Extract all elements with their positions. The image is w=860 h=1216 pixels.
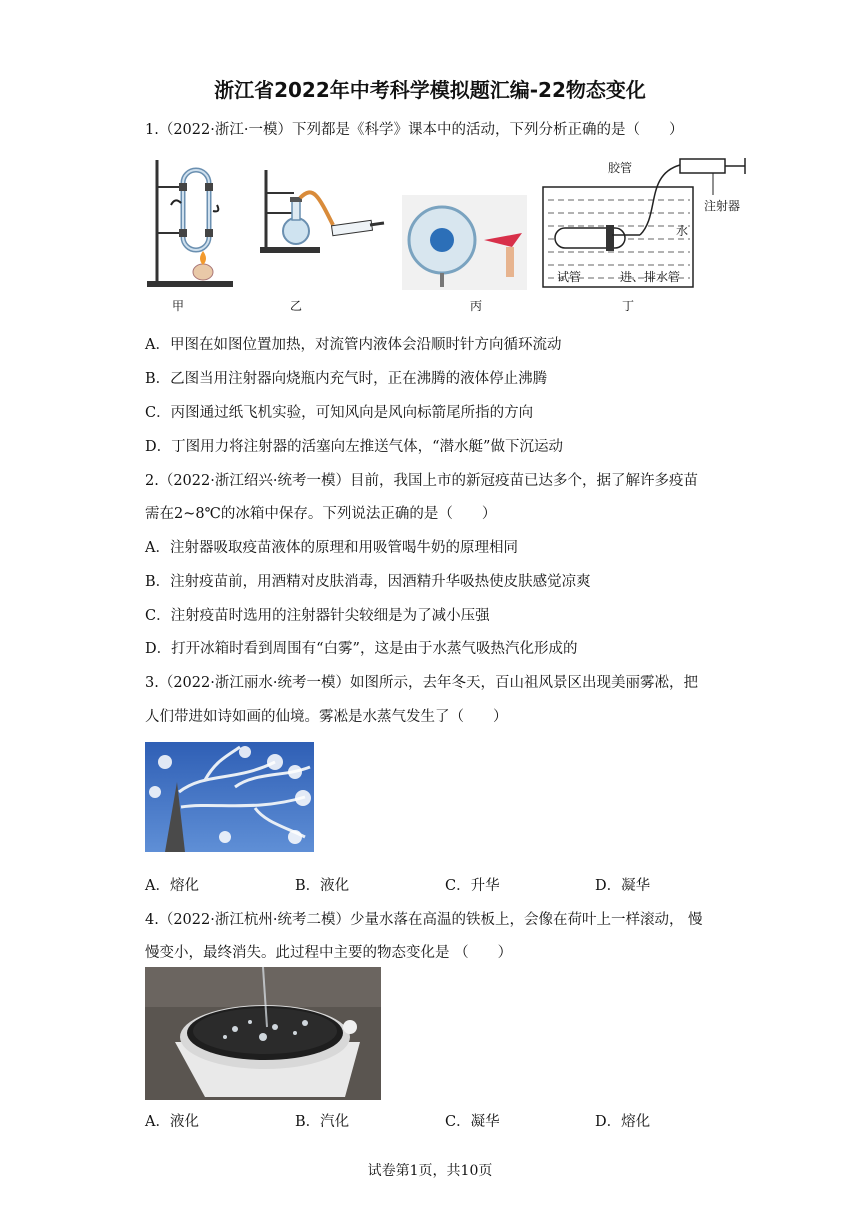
q4-option-a: A．液化	[145, 1114, 199, 1130]
q3-stem-line2: 人们带进如诗如画的仙境。雾凇是水蒸气发生了（ ）	[145, 709, 508, 725]
figure-rime-tree-photo	[145, 742, 314, 852]
q2-stem-line2: 需在2~8℃的冰箱中保存。下列说法正确的是（ ）	[145, 506, 497, 522]
q3-option-a: A．熔化	[145, 878, 199, 894]
figure-hotplate-water-photo	[145, 967, 381, 1100]
q1-option-c: C．丙图通过纸飞机实验，可知风向是风向标箭尾所指的方向	[145, 405, 534, 421]
q2-option-b: B．注射疫苗前，用酒精对皮肤消毒，因酒精升华吸热使皮肤感觉凉爽	[145, 574, 591, 590]
q4-option-d: D．熔化	[595, 1114, 651, 1130]
caption-jia: 甲	[172, 299, 185, 313]
q2-option-d: D．打开冰箱时看到周围有“白雾”，这是由于水蒸气吸热汽化形成的	[145, 641, 578, 657]
q3-option-b: B．液化	[295, 878, 350, 894]
page-footer: 试卷第1页，共10页	[367, 1163, 493, 1179]
figure-bing-fan-paper-plane	[402, 195, 527, 290]
q1-option-a: A．甲图在如图位置加热，对流管内液体会沿顺时针方向循环流动	[145, 337, 562, 353]
page-title: 浙江省2022年中考科学模拟题汇编-22物态变化	[214, 78, 646, 102]
caption-ding: 丁	[622, 299, 635, 313]
q2-option-c: C．注射疫苗时选用的注射器针尖较细是为了减小压强	[145, 608, 490, 624]
q3-option-c: C．升华	[445, 878, 500, 894]
q1-option-b: B．乙图当用注射器向烧瓶内充气时，正在沸腾的液体停止沸腾	[145, 371, 548, 387]
figure-jia-convection-tube	[145, 155, 235, 290]
figure-yi-flask-syringe	[258, 165, 388, 255]
q4-stem-line2: 慢变小，最终消失。此过程中主要的物态变化是 （ ）	[145, 945, 513, 961]
caption-bing: 丙	[470, 299, 483, 313]
q3-option-d: D．凝华	[595, 878, 651, 894]
label-zhusheqi: 注射器	[704, 199, 741, 213]
q4-stem-line1: 4.（2022·浙江杭州·统考二模）少量水落在高温的铁板上，会像在荷叶上一样滚动， 慢	[145, 912, 703, 928]
label-shiguan: 试管	[557, 270, 582, 284]
q4-option-c: C．凝华	[445, 1114, 500, 1130]
q2-stem-line1: 2.（2022·浙江绍兴·统考一模）目前，我国上市的新冠疫苗已达多个，据了解许多疫苗	[145, 473, 698, 489]
q4-option-b: B．汽化	[295, 1114, 350, 1130]
q1-option-d: D．丁图用力将注射器的活塞向左推送气体，“潜水艇”做下沉运动	[145, 439, 563, 455]
caption-yi: 乙	[290, 299, 303, 313]
label-shui: 水	[676, 224, 689, 238]
q2-option-a: A．注射器吸取疫苗液体的原理和用吸管喝牛奶的原理相同	[145, 540, 518, 556]
label-jiaoguan: 胶管	[608, 161, 633, 175]
q3-stem-line1: 3.（2022·浙江丽水·统考一模）如图所示，去年冬天，百山祖风景区出现美丽雾凇，把	[145, 675, 698, 691]
q1-stem: 1.（2022·浙江·一模）下列都是《科学》课本中的活动，下列分析正确的是（ ）	[145, 122, 684, 138]
label-jinpai: 进、排水管	[620, 270, 681, 284]
